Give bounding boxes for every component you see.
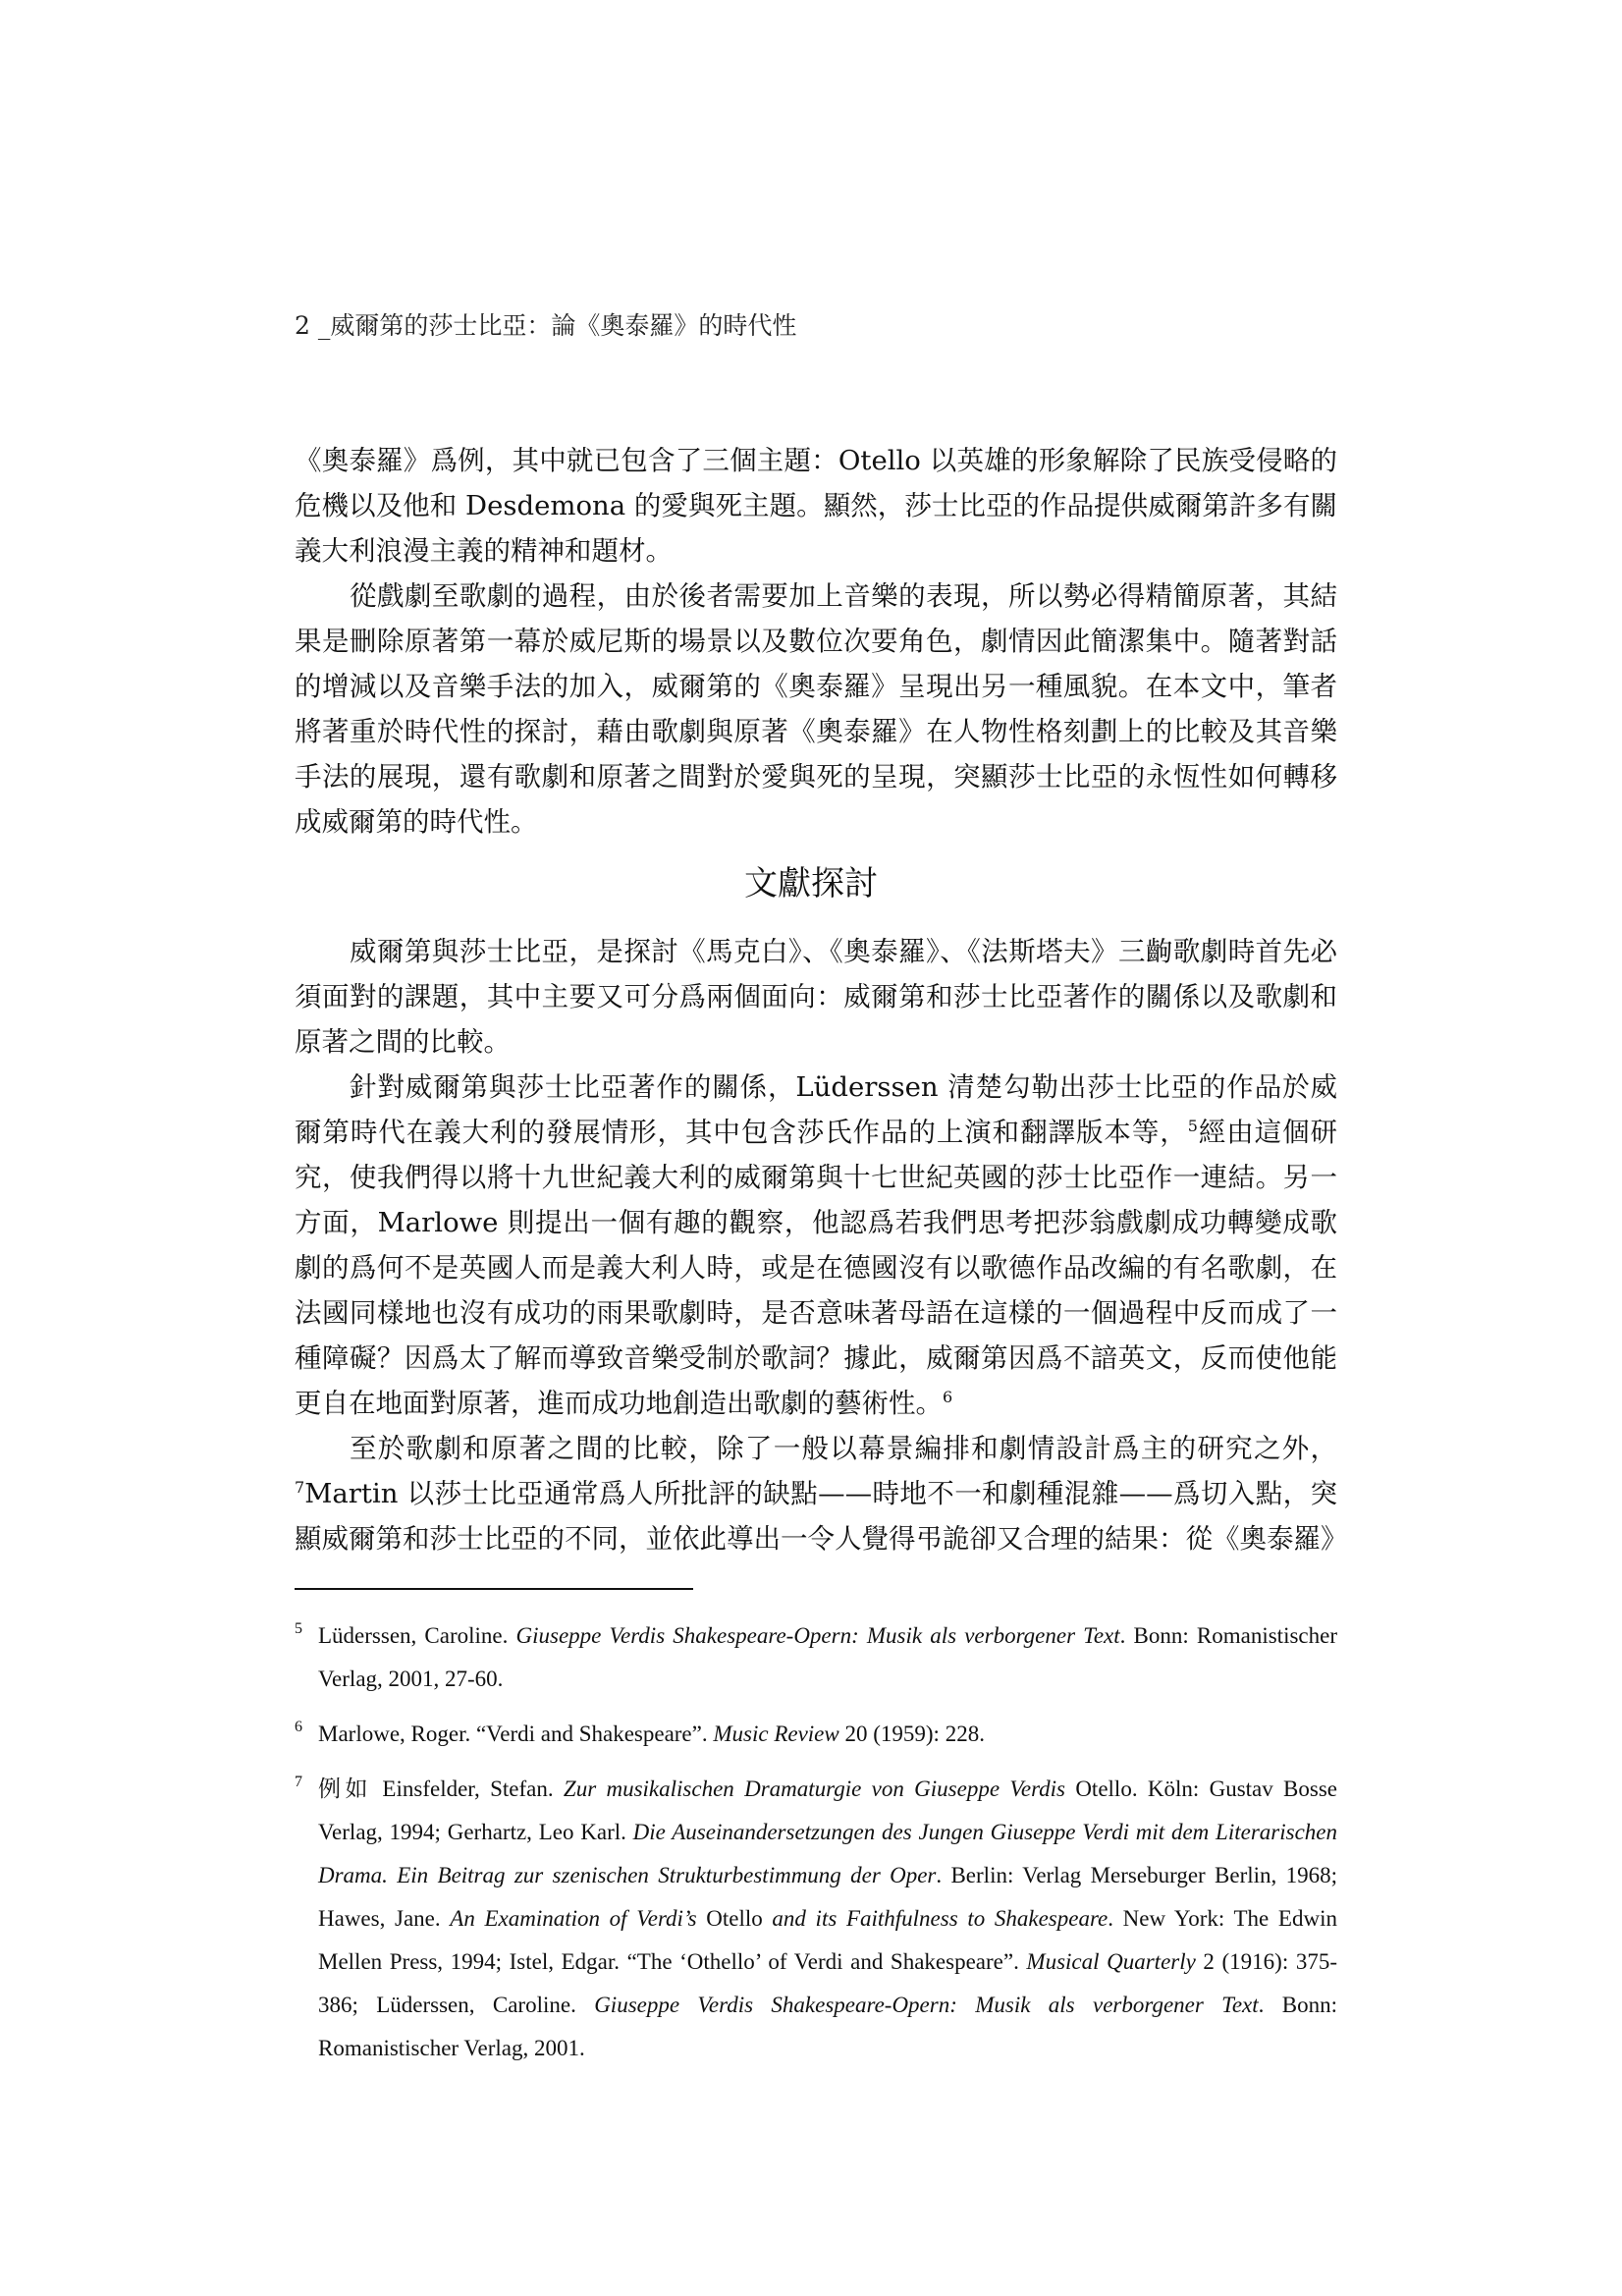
footnotes (295, 1614, 1337, 2082)
footnote-segment: 2 (1916): 375-386; Lüderssen, Caroline. (318, 1949, 1337, 2017)
intro-paragraph-1: 《奧泰羅》爲例，其中就已包含了三個主題：Otello 以英雄的形象解除了民族受侵略的危機以及他和 Desdemona 的愛與死主題。顯然，莎士比亞的作品提供威爾第許多有關義大利浪漫主義的精神和題材。 (295, 445, 1337, 567)
footnote-segment: Otello. Köln: Gustav Bosse Verlag, 1994; Gerhartz, Leo Karl. (318, 1777, 1338, 1844)
footnote-author: Marlowe, Roger. “Verdi and Shakespeare”. (318, 1722, 714, 1746)
footnote-segment: . New York: The Edwin Mellen Press, 1994; Istel, Edgar. “The ‘Othello’ of Verdi and Shakespeare”. (318, 1906, 1337, 1974)
footnote-segment: 例如 Einsfelder, Stefan. (318, 1777, 564, 1801)
section-heading: 文獻探討 (744, 864, 878, 903)
intro-paragraph-2: 從戲劇至歌劇的過程，由於後者需要加上音樂的表現，所以勢必得精簡原著，其結果是刪除原著第一幕於威尼斯的場景以及數位次要角色，劇情因此簡潔集中。隨著對話的增減以及音樂手法的加入，威爾第的《奧泰羅》呈現出另一種風貌。在本文中，筆者將著重於時代性的探討，藉由歌劇與原著《奧泰羅》在人物性格刻劃上的比較及其音樂手法的展現，還有歌劇和原著之間對於愛與死的呈現，突顯莎士比亞的永恆性如何轉移成威爾第的時代性。 (295, 580, 1337, 838)
footnote-author: Lüderssen, Caroline. (318, 1623, 516, 1648)
paragraph-text: Martin 以莎士比亞通常爲人所批評的缺點——時地不一和劇種混雜——爲切入點，突顯威爾第和莎士比亞的不同，並依此導出一令人覺得弔詭卻又合理的結果：從《奧泰羅》 (295, 1478, 1348, 1555)
footnote-number: 6 (295, 1719, 302, 1735)
footnote-ref-6[interactable]: 6 (943, 1387, 953, 1406)
footnote-title: Giuseppe Verdis Shakespeare-Opern: Musik als verborgener Text (594, 1993, 1259, 2017)
footnote-text (318, 1614, 1337, 1701)
footnote-text (318, 1768, 1337, 2070)
footnote-segment: Otello (696, 1906, 773, 1931)
footnote-publisher: 20 (1959): 228. (838, 1722, 985, 1746)
footnote-number: 5 (295, 1620, 302, 1637)
footnote-segment: . Bonn: Romanistischer Verlag, 2001. (318, 1993, 1338, 2060)
footnote-title: Giuseppe Verdis Shakespeare-Opern: Musik als verborgener Text (515, 1623, 1120, 1648)
paragraph-text: 經由這個研究，使我們得以將十九世紀義大利的威爾第與十七世紀英國的莎士比亞作一連結。另一方面，Marlowe 則提出一個有趣的觀察，他認爲若我們思考把莎翁戲劇成功轉變成歌劇的爲何不是英國人而是義大利人時，或是在德國沒有以歌德作品改編的有名歌劇，在法國同樣地也沒有成功的雨果歌劇時，是否意味著母語在這樣的一個過程中反而成了一種障礙？因爲太了解而導致音樂受制於歌詞？據此，威爾第因爲不諳英文，反而使他能更自在地面對原著，進而成功地創造出歌劇的藝術性。 (295, 1117, 1338, 1419)
running-header: 2 _威爾第的莎士比亞：論《奧泰羅》的時代性 (295, 311, 797, 340)
footnote-title: and its Faithfulness to Shakespeare (772, 1906, 1108, 1931)
footnote-ref-5[interactable]: 5 (1187, 1116, 1198, 1135)
footnote-text (318, 1713, 1337, 1756)
footnote-7 (295, 1768, 1337, 2070)
footnote-6 (295, 1713, 1337, 1756)
intro-text (295, 438, 1337, 845)
section-paragraph-1: 威爾第與莎士比亞，是探討《馬克白》、《奧泰羅》、《法斯塔夫》三齣歌劇時首先必須面對的課題，其中主要又可分爲兩個面向：威爾第和莎士比亞著作的關係以及歌劇和原著之間的比較。 (295, 936, 1337, 1058)
section-text (295, 929, 1348, 1561)
footnote-5 (295, 1614, 1337, 1701)
section-paragraph-3 (295, 1426, 1348, 1561)
footnote-segment: . Berlin: Verlag Merseburger Berlin, 1968; Hawes, Jane. (318, 1863, 1337, 1931)
footnote-title: An Examination of Verdi’s (450, 1906, 697, 1931)
paragraph-text: 針對威爾第與莎士比亞著作的關係，Lüderssen 清楚勾勒出莎士比亞的作品於威爾第時代在義大利的發展情形，其中包含莎氏作品的上演和翻譯版本等， (295, 1071, 1337, 1148)
footnote-divider (295, 1588, 693, 1590)
footnote-title: Die Auseinandersetzungen des Jungen Giuseppe Verdi mit dem Literarischen Drama. Ein Beitrag zur szenischen Strukturbestimmung der Oper (318, 1820, 1337, 1887)
footnote-publisher: . Bonn: Romanistischer Verlag, 2001, 27-60. (318, 1623, 1337, 1691)
footnote-title: Zur musikalischen Dramaturgie von Giuseppe Verdis (563, 1777, 1066, 1801)
section-paragraph-2 (295, 1065, 1337, 1426)
footnote-title: Musical Quarterly (1026, 1949, 1196, 1974)
footnote-ref-7[interactable]: 7 (295, 1477, 305, 1497)
paragraph-text: 至於歌劇和原著之間的比較，除了一般以幕景編排和劇情設計爲主的研究之外， (350, 1433, 1337, 1464)
footnote-number: 7 (295, 1774, 302, 1790)
footnote-title: Music Review (713, 1722, 839, 1746)
